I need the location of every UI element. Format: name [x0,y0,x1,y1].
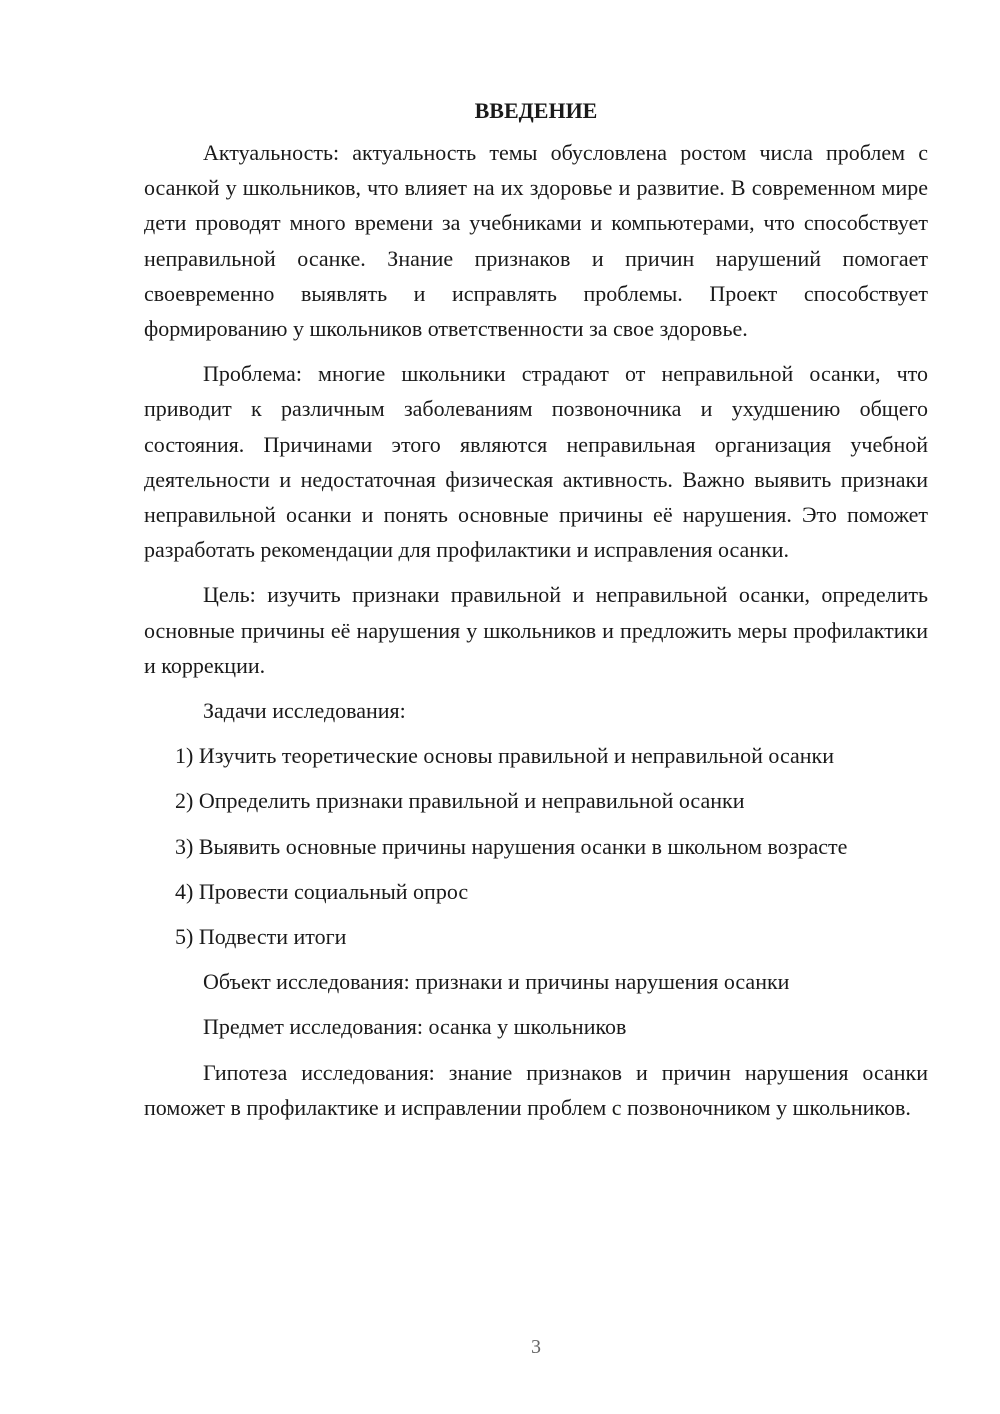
relevance-paragraph: Актуальность: актуальность темы обусловлена ростом числа проблем с осанкой у школьников, что влияет на их здоровье и развитие. В современном мире дети проводят много времени за учебниками и компьютерами, что способствует неправильной осанке. Знание признаков и причин нарушений помогает своевременно выявлять и исправлять проблемы. Проект способствует формированию у школьников ответственности за свое здоровье. [144,140,928,342]
section-title: ВВЕДЕНИЕ [474,98,598,123]
task-item-5: 5) Подвести итоги [175,924,347,950]
problem-paragraph: Проблема: многие школьники страдают от неправильной осанки, что приводит к различным заболеваниям позвоночника и ухудшению общего состояния. Причинами этого являются неправильная организация учебной деятельности и недостаточная физическая активность. Важно выявить признаки неправильной осанки и понять основные причины её нарушения. Это поможет разработать рекомендации для профилактики и исправления осанки. [144,361,928,563]
task-item-2: 2) Определить признаки правильной и неправильной осанки [175,788,745,814]
research-subject: Предмет исследования: осанка у школьников [203,1014,627,1040]
research-object: Объект исследования: признаки и причины нарушения осанки [203,969,790,995]
task-item-1: 1) Изучить теоретические основы правильной и неправильной осанки [175,743,834,769]
task-item-4: 4) Провести социальный опрос [175,878,469,904]
task-item-3: 3) Выявить основные причины нарушения осанки в школьном возрасте [175,833,848,859]
hypothesis-paragraph: Гипотеза исследования: знание признаков и причин нарушения осанки поможет в профилактике и исправлении проблем с позвоночником у школьников. [144,1059,928,1120]
tasks-heading: Задачи исследования: [203,698,406,724]
page-content [144,96,928,1135]
goal-paragraph: Цель: изучить признаки правильной и неправильной осанки, определить основные причины её нарушения у школьников и предложить меры профилактики и коррекции. [144,582,928,678]
page-number: 3 [531,1336,541,1358]
